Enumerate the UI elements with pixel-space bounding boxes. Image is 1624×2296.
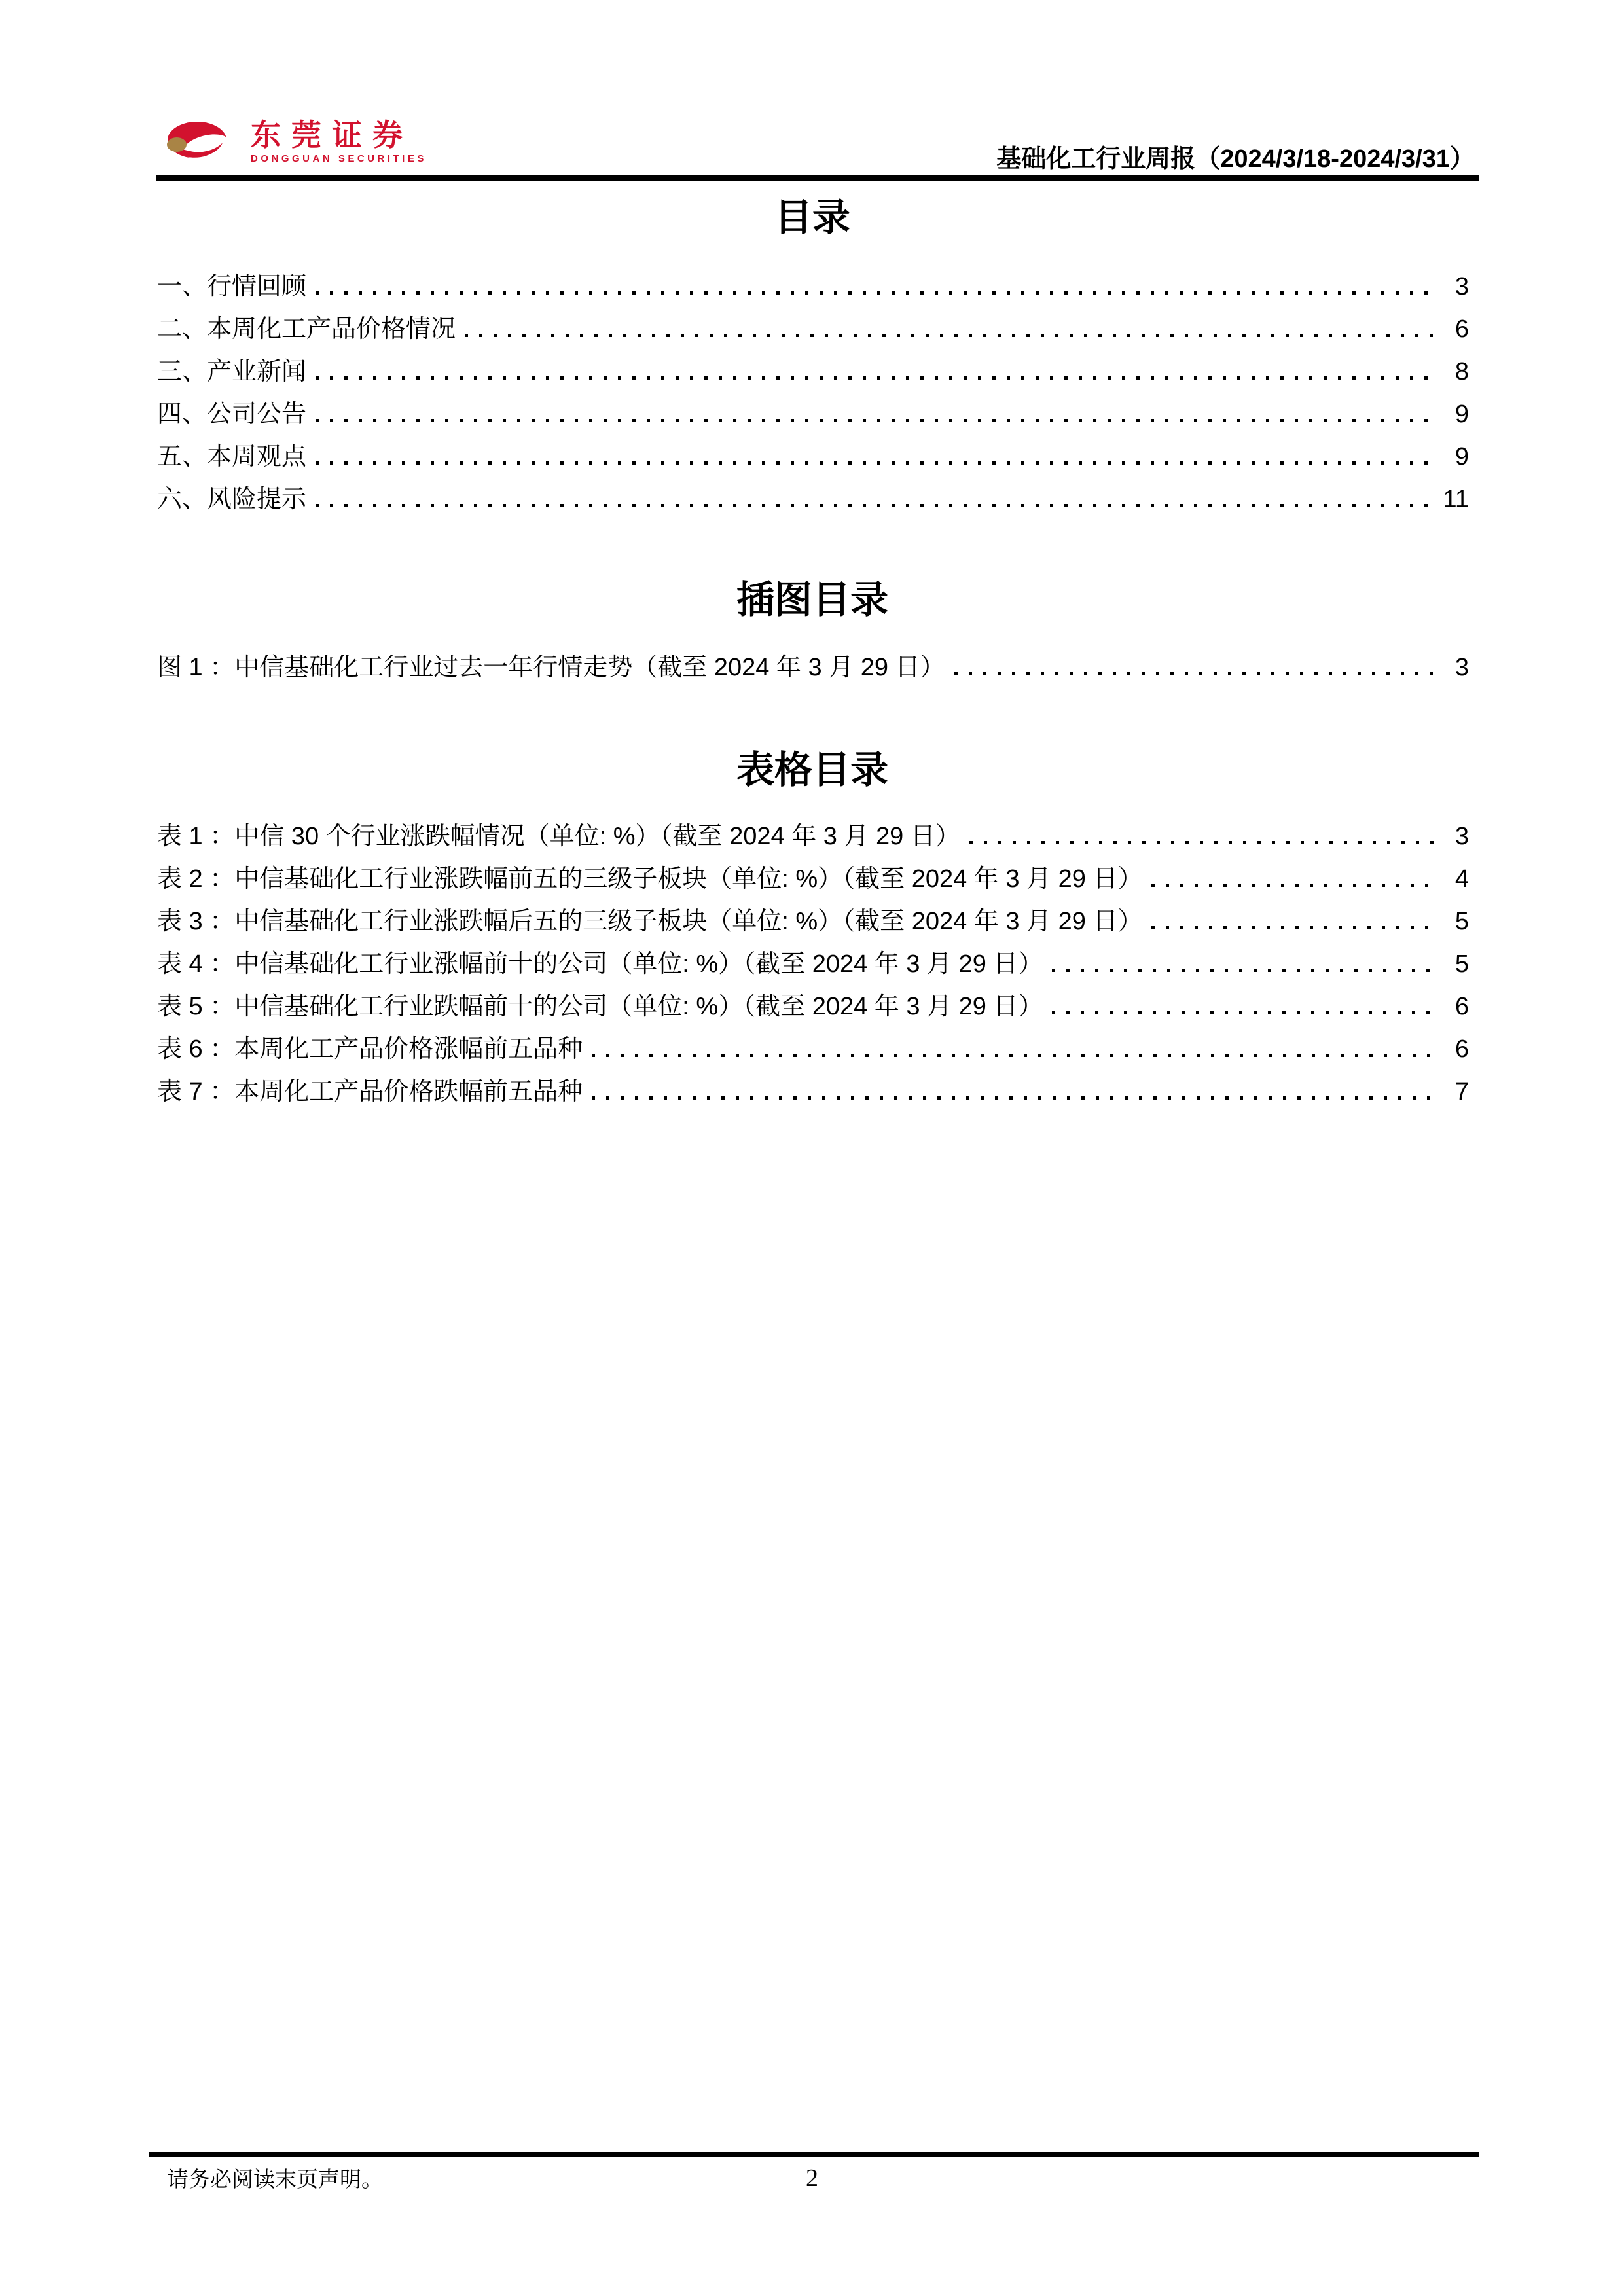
table-entry-page[interactable]: 4 bbox=[1454, 865, 1469, 893]
table-entry-page[interactable]: 3 bbox=[1454, 823, 1469, 850]
table-entry-label[interactable]: 表 7 ：本周化工产品价格跌幅前五品种 bbox=[157, 1078, 583, 1105]
header-divider bbox=[156, 175, 1479, 181]
table-entry bbox=[157, 948, 1469, 991]
table-entry bbox=[157, 1076, 1469, 1119]
dot-leader bbox=[316, 504, 1435, 507]
table-list bbox=[157, 821, 1469, 1119]
logo-name-cn: 东莞证券 bbox=[251, 118, 413, 152]
toc-entry-label[interactable]: 五、本周观点 bbox=[157, 443, 307, 471]
dot-leader bbox=[1151, 926, 1439, 929]
dot-leader bbox=[969, 841, 1439, 844]
page-number: 2 bbox=[806, 2164, 818, 2192]
figure-entry bbox=[157, 652, 1469, 694]
toc-entry-label[interactable]: 四、公司公告 bbox=[157, 401, 307, 428]
figure-entry-page[interactable]: 3 bbox=[1454, 654, 1469, 681]
table-entry-label[interactable]: 表 4 ：中信基础化工行业涨幅前十的公司（单位: %）（截至 2024 年 3 月 29 日） bbox=[157, 950, 1043, 978]
table-entry-page[interactable]: 5 bbox=[1454, 908, 1469, 935]
dot-leader bbox=[954, 672, 1439, 675]
dot-leader bbox=[1052, 969, 1439, 972]
toc-entry bbox=[157, 314, 1469, 356]
table-entry-label[interactable]: 表 3 ：中信基础化工行业涨跌幅后五的三级子板块（单位: %）（截至 2024 年 3 月 29 日） bbox=[157, 908, 1143, 935]
toc-entry bbox=[157, 441, 1469, 484]
toc-entry-page[interactable]: 6 bbox=[1454, 315, 1469, 343]
dot-leader bbox=[316, 291, 1439, 295]
toc-entry bbox=[157, 271, 1469, 314]
table-entry bbox=[157, 863, 1469, 906]
figure-list bbox=[157, 652, 1469, 694]
toc-entry-page[interactable]: 11 bbox=[1443, 486, 1469, 513]
table-entry-label[interactable]: 表 6 ：本周化工产品价格涨幅前五品种 bbox=[157, 1035, 583, 1063]
toc-entry-page[interactable]: 9 bbox=[1454, 401, 1469, 428]
company-logo bbox=[166, 120, 427, 164]
toc-entry-label[interactable]: 三、产业新闻 bbox=[157, 358, 307, 386]
toc-entry-page[interactable]: 8 bbox=[1454, 358, 1469, 386]
toc-section-title: 目录 bbox=[774, 196, 850, 239]
table-entry bbox=[157, 906, 1469, 948]
table-entry bbox=[157, 991, 1469, 1033]
footer-divider bbox=[149, 2152, 1479, 2157]
dot-leader bbox=[316, 419, 1439, 422]
table-entry-label[interactable]: 表 1 ：中信 30 个行业涨跌幅情况（单位: %）（截至 2024 年 3 月 29 日） bbox=[157, 823, 960, 850]
table-entry bbox=[157, 821, 1469, 863]
logo-name-en: DONGGUAN SECURITIES bbox=[251, 153, 427, 164]
table-entry-label[interactable]: 表 5 ：中信基础化工行业跌幅前十的公司（单位: %）（截至 2024 年 3 月 29 日） bbox=[157, 993, 1043, 1020]
table-entry-page[interactable]: 6 bbox=[1454, 993, 1469, 1020]
dot-leader bbox=[592, 1054, 1439, 1057]
dot-leader bbox=[465, 334, 1439, 337]
toc-entry-label[interactable]: 二、本周化工产品价格情况 bbox=[157, 315, 456, 343]
dongguan-securities-logo-icon bbox=[166, 120, 228, 162]
toc-entry-page[interactable]: 9 bbox=[1454, 443, 1469, 471]
footer-disclaimer: 请务必阅读末页声明。 bbox=[167, 2167, 383, 2191]
toc-entry-page[interactable]: 3 bbox=[1454, 273, 1469, 300]
toc-entry-label[interactable]: 一、行情回顾 bbox=[157, 273, 307, 300]
figure-entry-label[interactable]: 图 1 ：中信基础化工行业过去一年行情走势（截至 2024 年 3 月 29 日） bbox=[157, 654, 945, 681]
toc-list bbox=[157, 271, 1469, 526]
table-entry bbox=[157, 1033, 1469, 1076]
toc-entry bbox=[157, 399, 1469, 441]
toc-entry-label[interactable]: 六、风险提示 bbox=[157, 486, 307, 513]
dot-leader bbox=[316, 376, 1439, 380]
report-title: 基础化工行业周报（2024/3/18-2024/3/31） bbox=[996, 145, 1475, 173]
dot-leader bbox=[1052, 1011, 1439, 1014]
table-entry-page[interactable]: 5 bbox=[1454, 950, 1469, 978]
toc-entry bbox=[157, 484, 1469, 526]
logo-text-block bbox=[251, 120, 427, 164]
table-entry-page[interactable]: 6 bbox=[1454, 1035, 1469, 1063]
dot-leader bbox=[1151, 884, 1439, 887]
dot-leader bbox=[592, 1096, 1439, 1100]
dot-leader bbox=[316, 461, 1439, 465]
table-list-title: 表格目录 bbox=[736, 749, 888, 791]
toc-entry bbox=[157, 356, 1469, 399]
table-entry-label[interactable]: 表 2 ：中信基础化工行业涨跌幅前五的三级子板块（单位: %）（截至 2024 年 3 月 29 日） bbox=[157, 865, 1143, 893]
table-entry-page[interactable]: 7 bbox=[1454, 1078, 1469, 1105]
figure-list-title: 插图目录 bbox=[736, 579, 888, 621]
